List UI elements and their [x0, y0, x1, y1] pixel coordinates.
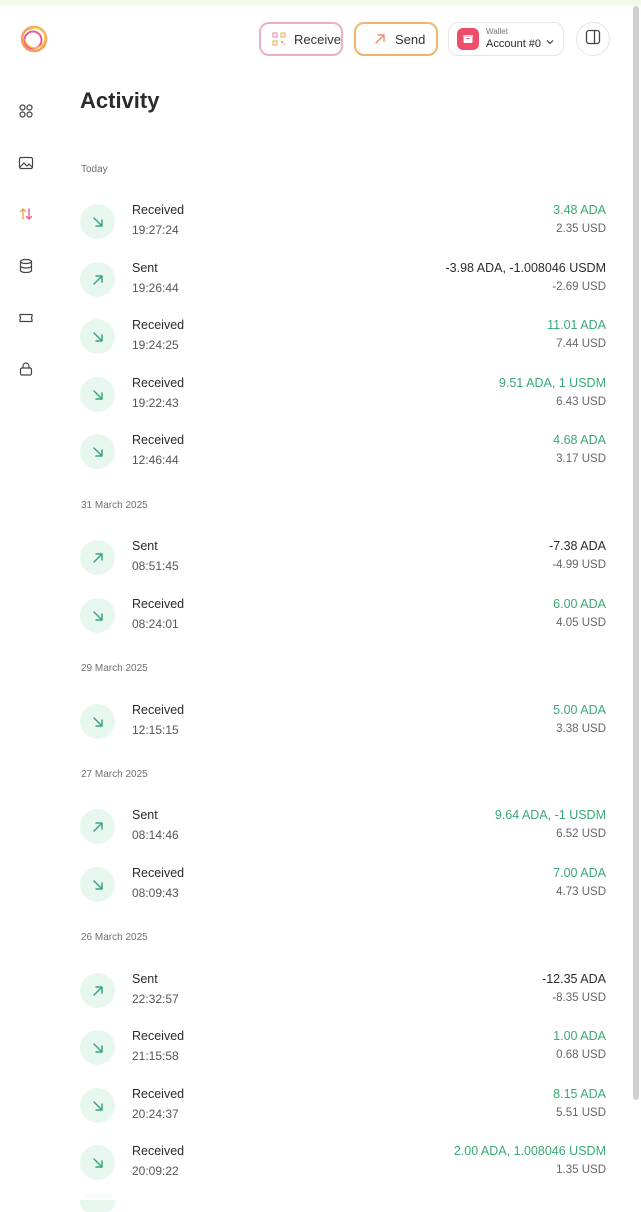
sidebar-item-dashboard[interactable] — [18, 103, 34, 119]
transaction-row[interactable] — [80, 971, 606, 1011]
transaction-usd: 5.51 USD — [556, 1107, 606, 1119]
send-button[interactable] — [354, 22, 438, 56]
lock-icon — [18, 361, 34, 377]
wallet-label: Wallet — [486, 27, 508, 36]
sidebar-item-activity[interactable] — [18, 206, 34, 222]
transaction-row[interactable] — [80, 807, 606, 847]
transaction-amount: 7.00 ADA — [553, 866, 606, 880]
transaction-time: 19:24:25 — [132, 338, 179, 352]
arrow-down-right-icon — [80, 434, 115, 469]
transaction-usd: 0.68 USD — [556, 1049, 606, 1061]
transaction-type: Received — [132, 703, 185, 717]
chevron-down-icon — [545, 34, 555, 52]
transaction-amount: -3.98 ADA, -1.008046 USDM — [445, 261, 606, 275]
arrow-down-right-icon — [80, 204, 115, 239]
transaction-time: 08:09:43 — [132, 886, 179, 900]
qr-code-icon — [272, 32, 286, 46]
transaction-usd: -8.35 USD — [552, 992, 606, 1004]
sidebar-panel-icon — [585, 29, 601, 50]
transaction-usd: 3.38 USD — [556, 723, 606, 735]
transaction-usd: 4.05 USD — [556, 617, 606, 629]
transaction-row[interactable] — [80, 596, 606, 636]
ticket-icon — [18, 310, 34, 326]
transaction-time: 12:15:15 — [132, 723, 179, 737]
transaction-amount: 11.01 ADA — [547, 318, 606, 332]
arrow-down-right-icon — [80, 598, 115, 633]
transaction-usd: -2.69 USD — [552, 281, 606, 293]
transaction-amount: 5.00 ADA — [553, 703, 606, 717]
transaction-usd: 4.73 USD — [556, 886, 606, 898]
transaction-time: 20:09:22 — [132, 1164, 179, 1178]
date-header: 26 March 2025 — [81, 932, 148, 943]
transaction-row[interactable] — [80, 260, 606, 300]
transaction-time: 22:32:57 — [132, 992, 179, 1006]
account-name: Account #0 — [486, 38, 542, 50]
page-title: Activity — [80, 88, 160, 113]
arrow-up-right-icon — [80, 809, 115, 844]
date-header: Today — [81, 164, 108, 175]
transaction-row[interactable] — [80, 702, 606, 742]
scrollbar[interactable] — [633, 6, 639, 1100]
arrow-down-right-icon — [80, 1030, 115, 1065]
database-icon — [18, 258, 34, 274]
transaction-time: 08:51:45 — [132, 559, 179, 573]
transaction-amount: 2.00 ADA, 1.008046 USDM — [453, 1144, 606, 1158]
transaction-type: Received — [132, 203, 185, 217]
transaction-time: 21:15:58 — [132, 1049, 179, 1063]
transaction-amount: 8.15 ADA — [553, 1087, 606, 1101]
transaction-usd: -4.99 USD — [552, 559, 606, 571]
arrow-down-right-icon — [80, 1088, 115, 1123]
transaction-usd: 1.35 USD — [556, 1164, 606, 1176]
transaction-time: 20:24:37 — [132, 1107, 179, 1121]
sidebar-item-staking[interactable] — [18, 258, 34, 274]
transaction-row[interactable] — [80, 1028, 606, 1068]
transaction-time: 19:27:24 — [132, 223, 179, 237]
arrow-up-right-icon — [373, 32, 387, 46]
transaction-usd: 6.43 USD — [556, 396, 606, 408]
transaction-usd: 6.52 USD — [556, 828, 606, 840]
date-header: 29 March 2025 — [81, 663, 148, 674]
transaction-row[interactable] — [80, 202, 606, 242]
sidebar-item-vault[interactable] — [18, 361, 34, 377]
transaction-type: Received — [132, 1029, 185, 1043]
transaction-time: 12:46:44 — [132, 453, 179, 467]
transaction-usd: 3.17 USD — [556, 453, 606, 465]
arrow-down-right-icon — [80, 319, 115, 354]
transaction-row[interactable] — [80, 432, 606, 472]
transaction-row[interactable] — [80, 865, 606, 905]
swap-arrows-icon — [18, 206, 34, 222]
transaction-amount: 1.00 ADA — [553, 1029, 606, 1043]
arrow-down-right-icon — [80, 867, 115, 902]
transaction-time: 19:22:43 — [132, 396, 179, 410]
transaction-time: 08:14:46 — [132, 828, 179, 842]
transaction-row[interactable] — [80, 1143, 606, 1183]
receive-label: Receive — [294, 31, 341, 47]
transaction-row[interactable] — [80, 317, 606, 357]
wallet-avatar — [457, 28, 479, 50]
arrow-up-right-icon — [80, 540, 115, 575]
transaction-time: 08:24:01 — [132, 617, 179, 631]
transaction-row[interactable] — [80, 1086, 606, 1126]
transaction-amount: 4.68 ADA — [553, 433, 606, 447]
top-strip — [0, 0, 641, 6]
transaction-type: Sent — [132, 972, 158, 986]
arrow-down-right-icon — [80, 1145, 115, 1180]
date-header: 27 March 2025 — [81, 769, 148, 780]
transaction-amount: 9.64 ADA, -1 USDM — [494, 808, 606, 822]
transaction-type: Sent — [132, 808, 158, 822]
wallet-selector[interactable] — [448, 22, 564, 56]
transaction-type: Received — [132, 376, 185, 390]
app-logo[interactable] — [19, 24, 49, 54]
transaction-type: Received — [132, 1144, 185, 1158]
transaction-type: Received — [132, 597, 185, 611]
transaction-usd: 7.44 USD — [556, 338, 606, 350]
transaction-amount: 9.51 ADA, 1 USDM — [499, 376, 606, 390]
transaction-type: Sent — [132, 539, 158, 553]
transaction-amount: 3.48 ADA — [553, 203, 606, 217]
transaction-type: Received — [132, 866, 185, 880]
arrow-up-right-icon — [80, 262, 115, 297]
transaction-amount: -12.35 ADA — [542, 972, 606, 986]
wallet-box-icon — [462, 33, 474, 45]
toggle-panel-button[interactable] — [576, 22, 610, 56]
transaction-type: Received — [132, 1087, 185, 1101]
transaction-type: Received — [132, 433, 185, 447]
transaction-type: Received — [132, 318, 185, 332]
bottom-fade — [0, 1188, 641, 1200]
transaction-type: Sent — [132, 261, 158, 275]
transaction-amount: 6.00 ADA — [553, 597, 606, 611]
arrow-up-right-icon — [80, 973, 115, 1008]
image-icon — [18, 155, 34, 171]
sidebar-item-tickets[interactable] — [18, 310, 34, 326]
date-header: 31 March 2025 — [81, 500, 148, 511]
arrow-down-right-icon — [80, 377, 115, 412]
transaction-usd: 2.35 USD — [556, 223, 606, 235]
transaction-amount: -7.38 ADA — [549, 539, 606, 553]
transaction-row[interactable] — [80, 538, 606, 578]
arrow-down-right-icon — [80, 704, 115, 739]
transaction-row[interactable] — [80, 375, 606, 415]
receive-button[interactable] — [259, 22, 343, 56]
sidebar-item-nfts[interactable] — [18, 155, 34, 171]
transaction-time: 19:26:44 — [132, 281, 179, 295]
send-label: Send — [395, 31, 426, 47]
grid-icon — [18, 103, 34, 119]
